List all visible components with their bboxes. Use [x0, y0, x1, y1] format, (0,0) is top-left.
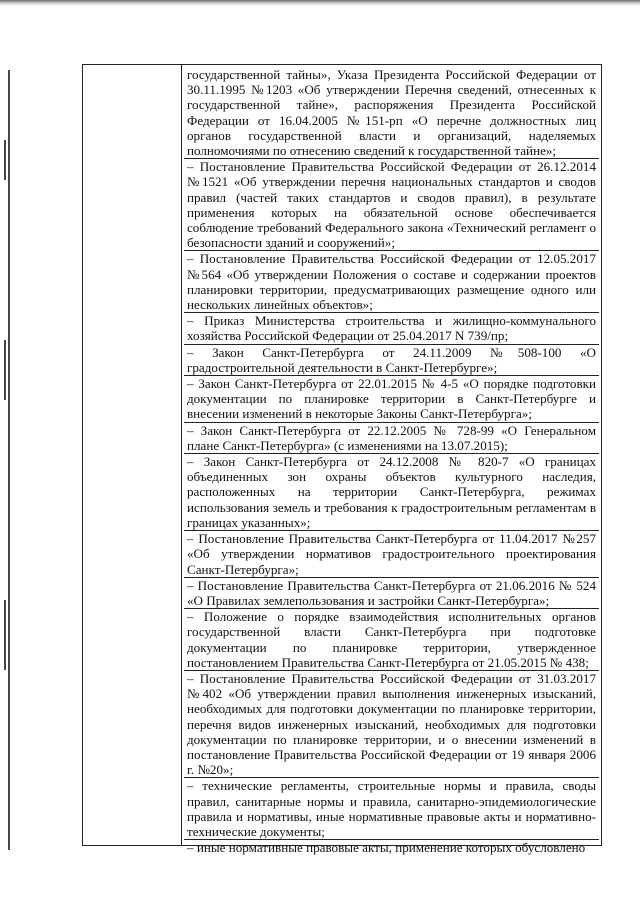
scan-edge-mark	[4, 140, 6, 180]
paragraph: – иные нормативные правовые акты, применение которых обусловлено	[187, 840, 586, 856]
scan-left-edge	[8, 70, 10, 850]
scan-top-edge	[0, 0, 640, 6]
paragraph: – Постановление Правительства Российской Федерации от 26.12.2014 №1521 «Об утверждении перечня национальных стандартов и сводов правил (частей таких стандартов и сводов правил), в результате применения которых на обязательной основе обеспечивается соблюдение требований Федерального закона «Технический регламент о безопасности зданий и сооружений»;	[184, 159, 599, 251]
paragraph: – Закон Санкт-Петербурга от 24.11.2009 №508-100 «О градостроительной деятельности в Санкт-Петербурге»;	[184, 345, 599, 376]
paragraph: государственной тайны», Указа Президента Российской Федерации от 30.11.1995 №1203 «Об утверждении Перечня сведений, отнесенных к государственной тайне», распоряжения Президента Российской Федерации от 16.04.2005 №151-рп «О перечне должностных лиц органов государственной власти и организаций, наделяемых полномочиями по отнесению сведений к государственной тайне»;	[184, 67, 599, 159]
paragraph: – Закон Санкт-Петербурга от 22.01.2015 № 4-5 «О порядке подготовки документации по планировке территории в Санкт-Петербурге и внесении изменений в некоторые Законы Санкт-Петербурга»;	[184, 376, 599, 423]
paragraph: – технические регламенты, строительные нормы и правила, своды правил, санитарные нормы и правила, санитарно-эпидемиологические правила и нормативы, иные нормативные правовые акты и нормативно-технические документы;	[184, 778, 599, 840]
paragraph: – Постановление Правительства Санкт-Петербурга от 21.06.2016 № 524 «О Правилах землепользования и застройки Санкт-Петербурга»;	[184, 578, 599, 609]
scan-edge-mark	[4, 340, 6, 400]
document-table	[82, 64, 602, 856]
paragraph: – Приказ Министерства строительства и жилищно-коммунального хозяйства Российской Федерации от 25.04.2017 N 739/пр;	[184, 313, 599, 344]
content-cell	[184, 67, 599, 856]
column-divider	[181, 65, 182, 845]
paragraph: – Закон Санкт-Петербурга от 22.12.2005 № 728-99 «О Генеральном плане Санкт-Петербурга» (с изменениями на 13.07.2015);	[184, 423, 599, 454]
paragraph: – Постановление Правительства Российской Федерации от 12.05.2017 №564 «Об утверждении Положения о составе и содержании проектов планировки территории, предусматривающих размещение одного или нескольких линейных объектов»;	[184, 251, 599, 313]
paragraph: – Постановление Правительства Российской Федерации от 31.03.2017 №402 «Об утверждении правил выполнения инженерных изысканий, необходимых для подготовки документации по планировке территории, перечня видов инженерных изысканий, необходимых для подготовки документации по планировке территории, и о внесении изменений в постановление Правительства Российской Федерации от 19 января 2006 г. №20»;	[184, 671, 599, 778]
paragraph: – Постановление Правительства Санкт-Петербурга от 11.04.2017 №257 «Об утверждении нормативов градостроительного проектирования Санкт-Петербурга»;	[184, 531, 599, 578]
paragraph: – Положение о порядке взаимодействия исполнительных органов государственной власти Санкт-Петербурга при подготовке документации по планировке территории, утвержденное постановлением Правительства Санкт-Петербурга от 21.05.2015 № 438;	[184, 609, 599, 671]
paragraph: – Закон Санкт-Петербурга от 24.12.2008 № 820-7 «О границах объединенных зон охраны объектов культурного наследия, расположенных на территории Санкт-Петербурга, режимах использования земель и требования к градостроительным регламентам в границах указанных»;	[184, 454, 599, 531]
scan-edge-mark	[4, 600, 6, 670]
